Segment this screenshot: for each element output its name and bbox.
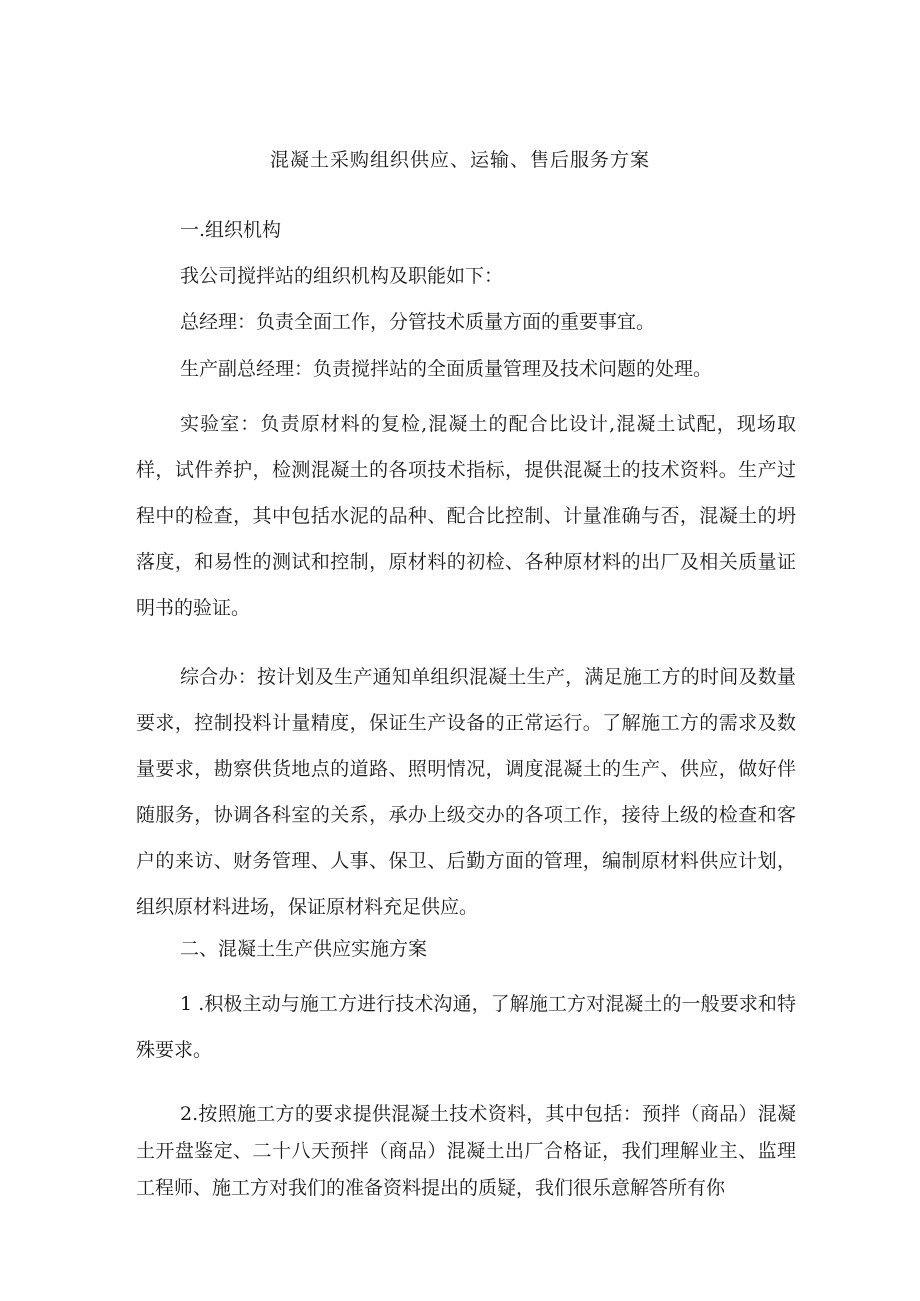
paragraph-general-manager: 总经理：负责全面工作，分管技术质量方面的重要事宜。 bbox=[180, 311, 656, 333]
paragraph-laboratory: 实验室：负责原材料的复检,混凝土的配合比设计,混凝土试配，现场取样，试件养护，检测混凝土的各项技术指标，提供混凝土的技术资料。生产过程中的检查，其中包括水泥的品种、配合比控制、计量准确与否，混凝土的坍落度，和易性的测试和控制，原材料的初检、各种原材料的出厂及相关质量证明书的验证。 bbox=[136, 413, 796, 619]
section-heading-supply-plan: 二、混凝土生产供应实施方案 bbox=[180, 938, 428, 960]
paragraph-office: 综合办：按计划及生产通知单组织混凝土生产，满足施工方的时间及数量要求，控制投料计量精度，保证生产设备的正常运行。了解施工方的需求及数量要求，勘察供货地点的道路、照明情况，调度混凝土的生产、供应，做好伴随服务，协调各科室的关系，承办上级交办的各项工作，接待上级的检查和客户的来访、财务管理、人事、保卫、后勤方面的管理，编制原材料供应计划，组织原材料进场，保证原材料充足供应。 bbox=[136, 666, 796, 918]
paragraph-item-1: 1 .积极主动与施工方进行技术沟通，了解施工方对混凝土的一般要求和特殊要求。 bbox=[136, 993, 796, 1061]
paragraph-intro: 我公司搅拌站的组织机构及职能如下： bbox=[180, 265, 504, 287]
section-heading-organization: 一.组织机构 bbox=[180, 219, 282, 241]
document-title: 混凝土采购组织供应、运输、售后服务方案 bbox=[269, 149, 650, 171]
paragraph-deputy-manager: 生产副总经理：负责搅拌站的全面质量管理及技术问题的处理。 bbox=[180, 358, 713, 380]
paragraph-item-2: 2.按照施工方的要求提供混凝土技术资料，其中包括：预拌（商品）混凝土开盘鉴定、二十八天预拌（商品）混凝土出厂合格证，我们理解业主、监理工程师、施工方对我们的准备资料提出的质疑，我们很乐意解答所有你 bbox=[136, 1103, 796, 1199]
